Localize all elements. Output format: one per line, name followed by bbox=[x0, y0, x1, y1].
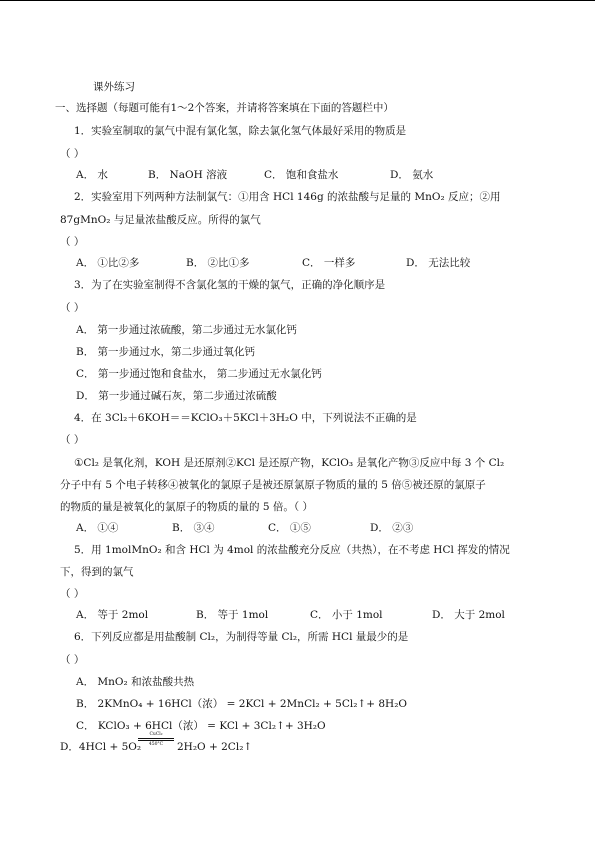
page-title: 课外练习 bbox=[93, 81, 135, 93]
question-5-option-a: A． 等于 2mol bbox=[76, 609, 149, 621]
top-rule bbox=[0, 0, 595, 1]
question-3-stem: 3．为了在实验室制得不含氯化氢的干燥的氯气，正确的净化顺序是 bbox=[74, 279, 386, 291]
question-6-option-c: C． KClO₃ + 6HCl（浓） = KCl + 3Cl₂↑+ 3H₂O bbox=[76, 720, 326, 732]
question-2-stem-line2: 87gMnO₂ 与足量浓盐酸反应。所得的氯气 bbox=[60, 214, 261, 226]
question-6-option-d-reactants: D．4HCl + 5O₂ bbox=[60, 741, 142, 753]
question-6-option-a: A． MnO₂ 和浓盐酸共热 bbox=[76, 676, 195, 688]
question-3-option-b: B． 第一步通过水，第二步通过氧化钙 bbox=[76, 346, 256, 358]
section-heading: 一、选择题（每题可能有1～2个答案，并请将答案填在下面的答题栏中） bbox=[55, 102, 394, 114]
question-5-option-c: C． 小于 1mol bbox=[310, 609, 383, 621]
equation-bar-top bbox=[138, 738, 174, 739]
question-3-option-d: D． 第一步通过碱石灰，第二步通过浓硫酸 bbox=[76, 390, 277, 402]
question-4-option-a: A． ①④ bbox=[76, 522, 119, 534]
question-2-option-a: A． ①比②多 bbox=[76, 257, 140, 269]
question-4-statement-line1: ①Cl₂ 是氧化剂，KOH 是还原剂②KCl 是还原产物，KClO₃ 是氧化产物③反应中每 3 个 Cl₂ bbox=[74, 457, 505, 469]
question-4-option-c: C． ①⑤ bbox=[268, 522, 311, 534]
temperature-label: 450°C bbox=[148, 742, 164, 747]
question-3-option-a: A． 第一步通过浓硫酸，第二步通过无水氯化钙 bbox=[76, 324, 297, 336]
question-6-option-d-products: 2H₂O + 2Cl₂↑ bbox=[177, 741, 253, 753]
question-5-stem-line2: 下，得到的氯气 bbox=[60, 566, 134, 578]
question-1-blank: （ ） bbox=[60, 148, 85, 160]
question-5-blank: （ ） bbox=[60, 588, 85, 600]
question-3-blank: （ ） bbox=[60, 302, 85, 314]
question-4-statement-line3: 的物质的量是被氧化的氯原子的物质的量的 5 倍。（ ） bbox=[60, 501, 313, 513]
question-5-option-d: D． 大于 2mol bbox=[432, 609, 505, 621]
equation-bar-bottom bbox=[138, 740, 174, 741]
question-4-statement-line2: 分子中有 5 个电子转移④被氧化的氯原子是被还原氯原子物质的量的 5 倍⑤被还原的氯原子 bbox=[60, 479, 486, 491]
question-4-option-d: D． ②③ bbox=[370, 522, 414, 534]
question-1-option-a: A． 水 bbox=[76, 169, 108, 181]
question-3-option-c: C． 第一步通过饱和食盐水， 第二步通过无水氯化钙 bbox=[76, 368, 322, 380]
question-5-option-b: B． 等于 1mol bbox=[196, 609, 269, 621]
question-6-stem: 6．下列反应都是用盐酸制 Cl₂，为制得等量 Cl₂，所需 HCl 量最少的是 bbox=[74, 631, 409, 643]
question-4-stem: 4．在 3Cl₂＋6KOH＝＝KClO₃＋5KCl＋3H₂O 中，下列说法不正确的是 bbox=[74, 412, 417, 424]
question-2-option-b: B． ②比①多 bbox=[186, 257, 250, 269]
question-2-option-c: C． 一样多 bbox=[302, 257, 356, 269]
question-1-option-d: D． 氨水 bbox=[390, 169, 434, 181]
question-6-blank: （ ） bbox=[60, 654, 85, 666]
question-4-blank: （ ） bbox=[60, 434, 85, 446]
question-2-stem-line1: 2．实验室用下列两种方法制氯气：①用含 HCl 146g 的浓盐酸与足量的 MnO₂ 反应；②用 bbox=[74, 191, 501, 203]
reaction-condition bbox=[138, 732, 174, 747]
question-4-option-b: B． ③④ bbox=[172, 522, 215, 534]
question-1-stem: 1．实验室制取的氯气中混有氯化氢，除去氯化氢气体最好采用的物质是 bbox=[74, 125, 407, 137]
question-5-stem-line1: 5．用 1molMnO₂ 和含 HCl 为 4mol 的浓盐酸充分反应（共热），在不考虑 HCl 挥发的情况 bbox=[74, 544, 510, 556]
question-6-option-b: B． 2KMnO₄ + 16HCl（浓） = 2KCl + 2MnCl₂ + 5Cl₂↑+ 8H₂O bbox=[76, 698, 408, 710]
question-1-option-c: C． 饱和食盐水 bbox=[264, 169, 339, 181]
catalyst-label: CuCl₂ bbox=[149, 732, 163, 737]
question-2-blank: （ ） bbox=[60, 236, 85, 248]
question-1-option-b: B． NaOH 溶液 bbox=[148, 169, 228, 181]
question-2-option-d: D． 无法比较 bbox=[406, 257, 471, 269]
